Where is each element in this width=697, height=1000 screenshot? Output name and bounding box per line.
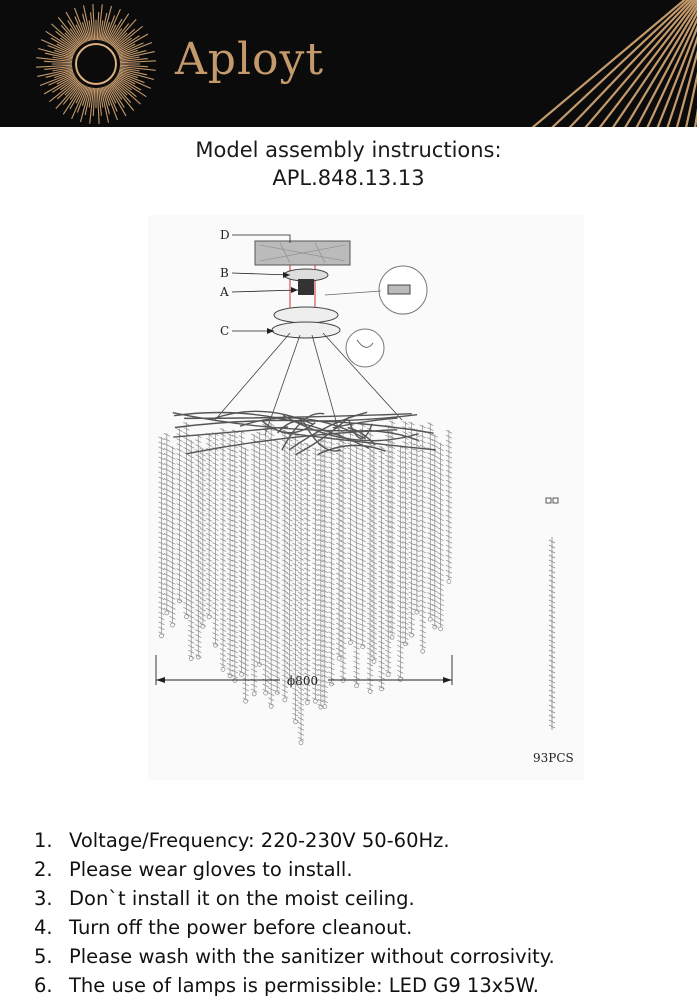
assembly-diagram bbox=[140, 215, 590, 785]
instruction-item: 4. Turn off the power before cleanout. bbox=[34, 916, 413, 939]
label-d: D bbox=[220, 228, 230, 242]
instruction-item: 3. Don`t install it on the moist ceiling. bbox=[34, 887, 415, 910]
label-a: A bbox=[220, 285, 229, 299]
instruction-item: 2. Please wear gloves to install. bbox=[34, 858, 353, 881]
brand-logo: Aployt bbox=[175, 34, 325, 85]
instruction-list bbox=[34, 826, 555, 1000]
instruction-item: 5. Please wash with the sanitizer without corrosivity. bbox=[34, 945, 555, 968]
instruction-item: 1. Voltage/Frequency: 220-230V 50-60Hz. bbox=[34, 829, 450, 852]
brand-header bbox=[0, 0, 697, 127]
diameter-dimension: ϕ800 bbox=[287, 674, 319, 688]
hook-detail-callout bbox=[346, 329, 384, 367]
label-b: B bbox=[220, 266, 229, 280]
instruction-item: 6. The use of lamps is permissible: LED G9 13x5W. bbox=[34, 974, 539, 997]
label-c: C bbox=[220, 324, 230, 338]
page-title: Model assembly instructions: bbox=[195, 138, 502, 162]
model-number: APL.848.13.13 bbox=[272, 166, 425, 190]
sunburst-decoration bbox=[0, 0, 697, 127]
parts-count: 93PCS bbox=[533, 751, 574, 765]
